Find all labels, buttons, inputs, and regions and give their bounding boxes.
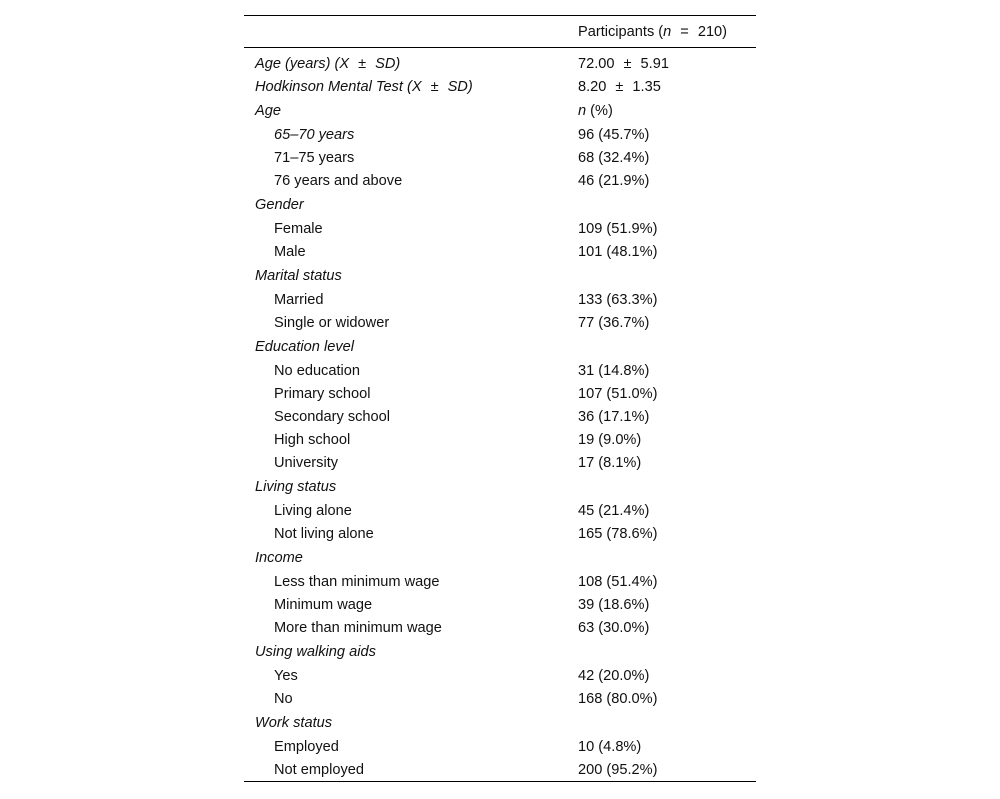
group-row-marital-status [244, 263, 756, 288]
item-value: 168 (80.0%) [578, 690, 658, 707]
table-row [244, 616, 756, 639]
item-label: Employed [274, 738, 339, 755]
table-row [244, 687, 756, 710]
table-row [244, 522, 756, 545]
group-title: Living status [255, 478, 337, 495]
item-label: 65–70 years [274, 126, 355, 143]
header-col-characteristic [244, 16, 578, 48]
item-value: 63 (30.0%) [578, 619, 650, 636]
group-title: Education level [255, 338, 354, 355]
group-value-empty [578, 710, 756, 735]
item-label: Not living alone [274, 525, 374, 542]
table-row [244, 570, 756, 593]
item-label: Single or widower [274, 314, 390, 331]
item-value: 45 (21.4%) [578, 502, 650, 519]
item-value: 10 (4.8%) [578, 738, 642, 755]
item-label: 71–75 years [274, 149, 355, 166]
stat-label [244, 48, 578, 76]
stat-label-sd: SD) [375, 55, 401, 72]
stat-label-sd: SD) [447, 78, 473, 95]
item-label: Less than minimum wage [274, 573, 440, 590]
item-value: 108 (51.4%) [578, 573, 658, 590]
table-row [244, 382, 756, 405]
item-value: 17 (8.1%) [578, 454, 642, 471]
stat-value [578, 75, 756, 98]
item-label: More than minimum wage [274, 619, 442, 636]
table-row [244, 311, 756, 334]
header-equals: = [680, 23, 689, 40]
item-value: 31 (14.8%) [578, 362, 650, 379]
table-row [244, 146, 756, 169]
group-value-empty [578, 192, 756, 217]
stat-value [578, 48, 756, 76]
group-title: Age [255, 102, 281, 119]
item-label: Living alone [274, 502, 352, 519]
item-label: No education [274, 362, 361, 379]
item-value: 36 (17.1%) [578, 408, 650, 425]
group-value-header [578, 98, 756, 123]
stat-label-pm: ± [358, 55, 367, 72]
group-title: Gender [255, 196, 304, 213]
stat-row-hodkinson [244, 75, 756, 98]
stat-pm: ± [615, 78, 624, 95]
stat-mean: 8.20 [578, 78, 607, 95]
stat-row-age-years [244, 48, 756, 76]
table-row [244, 758, 756, 782]
table-row [244, 735, 756, 758]
item-label: 76 years and above [274, 172, 403, 189]
table-header-row [244, 16, 756, 48]
group-title: Income [255, 549, 303, 566]
group-row-income [244, 545, 756, 570]
group-row-age [244, 98, 756, 123]
table-row [244, 123, 756, 146]
item-value: 96 (45.7%) [578, 126, 650, 143]
stat-label-pm: ± [430, 78, 439, 95]
item-value: 200 (95.2%) [578, 761, 658, 778]
table-row [244, 428, 756, 451]
group-value-empty [578, 263, 756, 288]
table-row [244, 288, 756, 311]
item-value: 77 (36.7%) [578, 314, 650, 331]
stat-sd: 5.91 [640, 55, 669, 72]
stat-sd: 1.35 [632, 78, 661, 95]
table-row [244, 593, 756, 616]
item-value: 107 (51.0%) [578, 385, 658, 402]
item-value: 101 (48.1%) [578, 243, 658, 260]
group-row-using-walking-aids [244, 639, 756, 664]
stat-label-text: Age (years) ( [255, 55, 340, 72]
item-label: No [274, 690, 293, 707]
header-count: 210) [697, 23, 728, 40]
group-value-empty [578, 639, 756, 664]
item-value: 133 (63.3%) [578, 291, 658, 308]
n-label: n [578, 102, 587, 119]
table-row [244, 405, 756, 428]
stat-label-x: X [339, 55, 350, 72]
stat-label-x: X [411, 78, 422, 95]
item-label: Secondary school [274, 408, 391, 425]
table-body [244, 48, 756, 782]
table-row [244, 664, 756, 687]
header-prefix: Participants ( [578, 23, 664, 40]
group-title: Work status [255, 714, 333, 731]
header-col-participants [578, 16, 756, 48]
item-label: Primary school [274, 385, 371, 402]
stat-label [244, 75, 578, 98]
stat-mean: 72.00 [578, 55, 615, 72]
group-value-empty [578, 545, 756, 570]
stat-pm: ± [623, 55, 632, 72]
item-label: Male [274, 243, 306, 260]
group-row-work-status [244, 710, 756, 735]
item-label: Yes [274, 667, 298, 684]
stat-label-text: Hodkinson Mental Test ( [255, 78, 412, 95]
table-row [244, 499, 756, 522]
header-n: n [663, 23, 672, 40]
group-title: Marital status [255, 267, 342, 284]
group-row-education-level [244, 334, 756, 359]
group-value-empty [578, 474, 756, 499]
item-value: 19 (9.0%) [578, 431, 642, 448]
item-value: 39 (18.6%) [578, 596, 650, 613]
item-value: 42 (20.0%) [578, 667, 650, 684]
table-row [244, 240, 756, 263]
group-title: Using walking aids [255, 643, 376, 660]
demographics-table [244, 15, 756, 782]
table-row [244, 217, 756, 240]
pct-label: (%) [586, 102, 613, 119]
item-label: Married [274, 291, 324, 308]
item-value: 68 (32.4%) [578, 149, 650, 166]
item-value: 109 (51.9%) [578, 220, 658, 237]
item-value: 165 (78.6%) [578, 525, 658, 542]
group-value-empty [578, 334, 756, 359]
demographics-table-container [244, 15, 756, 782]
item-label: Minimum wage [274, 596, 373, 613]
item-label: Not employed [274, 761, 365, 778]
item-value: 46 (21.9%) [578, 172, 650, 189]
table-row [244, 451, 756, 474]
group-row-gender [244, 192, 756, 217]
item-label: High school [274, 431, 351, 448]
item-label: Female [274, 220, 323, 237]
table-row [244, 359, 756, 382]
group-row-living-status [244, 474, 756, 499]
item-label: University [274, 454, 339, 471]
table-row [244, 169, 756, 192]
